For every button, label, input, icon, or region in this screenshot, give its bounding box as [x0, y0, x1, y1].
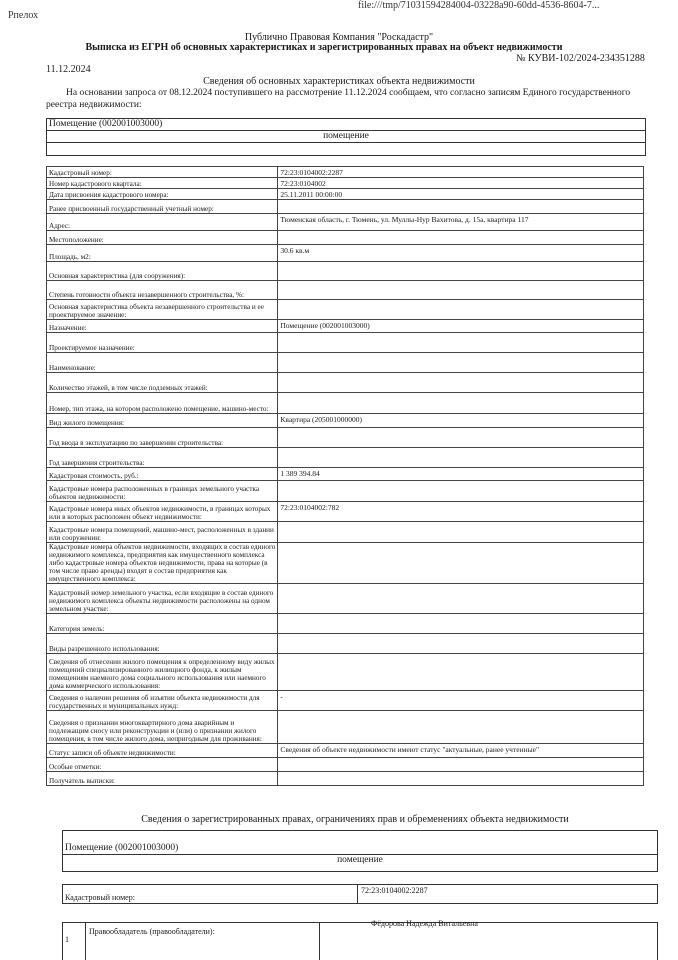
characteristic-row	[47, 167, 644, 178]
characteristic-value: -	[278, 691, 644, 711]
characteristic-value	[278, 231, 644, 245]
characteristic-value	[278, 428, 644, 448]
rights-cadastral-label: Кадастровый номер:	[65, 893, 135, 902]
characteristic-label: Виды разрешенного использования:	[47, 634, 278, 654]
characteristic-value: 72:23:0104002:782	[278, 502, 644, 522]
characteristic-row	[47, 200, 644, 214]
characteristic-value: 25.11.2011 00:00:00	[278, 189, 644, 200]
characteristic-row	[47, 481, 644, 502]
characteristic-value	[278, 373, 644, 393]
characteristic-value: Квартира (205001000000)	[278, 414, 644, 428]
file-url: file:///tmp/71031594284004-03228a90-60dd-4536-8604-7...	[358, 0, 600, 11]
characteristic-row	[47, 448, 644, 468]
characteristic-row	[47, 189, 644, 200]
characteristic-label: Проектируемое назначение:	[47, 333, 278, 353]
characteristic-value	[278, 522, 644, 543]
characteristic-value	[278, 481, 644, 502]
object-type: помещение	[323, 131, 369, 141]
characteristic-value	[278, 584, 644, 614]
characteristic-label: Площадь, м2:	[47, 245, 278, 262]
characteristic-row	[47, 758, 644, 772]
characteristic-label: Кадастровые номера объектов недвижимости, входящих в состав единого недвижимого комплекса, предприятия как имущественного комплекса либо кадастровые номера объектов недвижимости, права на которые (в том числе право аренды) входят в состав предприятия как имущественного комплекса:	[47, 543, 278, 584]
characteristic-row	[47, 584, 644, 614]
rights-holder-divider	[319, 923, 320, 960]
characteristic-value	[278, 300, 644, 320]
characteristic-label: Особые отметки:	[47, 758, 278, 772]
characteristic-row	[47, 373, 644, 393]
characteristic-label: Местоположение:	[47, 231, 278, 245]
characteristic-label: Сведения о наличии решения об изъятии объекта недвижимости для государственных и муниципальных нужд:	[47, 691, 278, 711]
characteristic-value	[278, 448, 644, 468]
characteristic-label: Год завершения строительства:	[47, 448, 278, 468]
object-header-box	[46, 118, 646, 156]
rights-cadastral-value: 72:23:0104002:2287	[361, 886, 428, 895]
document-title: Выписка из ЕГРН об основных характеристиках и зарегистрированных правах на объект недвижимости	[85, 42, 563, 53]
characteristic-label: Номер кадастрового квартала:	[47, 178, 278, 189]
characteristic-label: Кадастровый номер земельного участка, если входящие в состав единого недвижимого комплекса объекты недвижимости расположены на одном земельном участке:	[47, 584, 278, 614]
characteristic-row	[47, 300, 644, 320]
characteristic-row	[47, 691, 644, 711]
characteristic-label: Количество этажей, в том числе подземных этажей:	[47, 373, 278, 393]
characteristic-value: 1 389 394.84	[278, 468, 644, 481]
characteristic-row	[47, 353, 644, 373]
characteristic-value	[278, 543, 644, 584]
characteristic-row	[47, 711, 644, 744]
characteristic-label: Получатель выписки:	[47, 772, 278, 786]
characteristic-row	[47, 522, 644, 543]
characteristic-label: Кадастровые номера иных объектов недвижимости, в границах которых или в которых расположен объект недвижимости:	[47, 502, 278, 522]
characteristic-value	[278, 758, 644, 772]
characteristic-value: Тюменская область, г. Тюмень, ул. Муллы-Нур Вахитова, д. 15а, квартира 117	[278, 214, 644, 231]
characteristic-label: Кадастровые номера помещений, машино-мест, расположенных в здании или сооружении:	[47, 522, 278, 543]
rights-object-type: помещение	[337, 855, 383, 865]
characteristic-value	[278, 262, 644, 281]
characteristic-label: Основная характеристика (для сооружения):	[47, 262, 278, 281]
characteristic-row	[47, 178, 644, 189]
characteristic-value: 30.6 кв.м	[278, 245, 644, 262]
characteristic-label: Степень готовности объекта незавершенного строительства, %:	[47, 281, 278, 300]
company-name: Публично Правовая Компания "Роскадастр"	[244, 32, 434, 43]
characteristic-row	[47, 245, 644, 262]
characteristic-value	[278, 772, 644, 786]
characteristic-value	[278, 634, 644, 654]
characteristic-row	[47, 502, 644, 522]
characteristic-value	[278, 333, 644, 353]
characteristic-row	[47, 634, 644, 654]
characteristic-value	[278, 393, 644, 414]
characteristic-row	[47, 262, 644, 281]
characteristic-label: Адрес:	[47, 214, 278, 231]
characteristic-label: Статус записи об объекте недвижимости:	[47, 744, 278, 758]
characteristic-value	[278, 614, 644, 634]
characteristic-label: Вид жилого помещения:	[47, 414, 278, 428]
characteristic-value	[278, 654, 644, 691]
characteristic-label: Наименование:	[47, 353, 278, 373]
characteristic-label: Дата присвоения кадастрового номера:	[47, 189, 278, 200]
top-left-mark: Рпелох	[8, 10, 39, 21]
characteristic-label: Кадастровый номер:	[47, 167, 278, 178]
characteristic-row	[47, 654, 644, 691]
characteristic-value	[278, 353, 644, 373]
characteristic-label: Кадастровая стоимость, руб.:	[47, 468, 278, 481]
characteristic-value: 72:23:0104002:2287	[278, 167, 644, 178]
characteristic-label: Кадастровые номера расположенных в границах земельного участка объектов недвижимости:	[47, 481, 278, 502]
characteristic-row	[47, 772, 644, 786]
rights-holder-value: Фёдорова Надежда Витальевна	[371, 919, 478, 928]
characteristic-row	[47, 333, 644, 353]
characteristic-row	[47, 414, 644, 428]
characteristic-row	[47, 231, 644, 245]
characteristic-label: Ранее присвоенный государственный учетный номер:	[47, 200, 278, 214]
characteristic-value: Помещение (002001003000)	[278, 320, 644, 333]
characteristic-row	[47, 320, 644, 333]
intro-text: На основании запроса от 08.12.2024 поступившего на рассмотрение 11.12.2024 сообщаем, что согласно записям Единого государственного реестра недвижимости:	[46, 88, 631, 110]
rights-cadastral-row	[62, 884, 658, 904]
rights-number-divider	[85, 923, 86, 960]
characteristic-value: Сведения об объекте недвижимости имеют статус "актуальные, ранее учтенные"	[278, 744, 644, 758]
rights-cadastral-divider	[357, 885, 358, 903]
rights-holder-label: Правообладатель (правообладатели):	[89, 927, 215, 936]
rights-object-name: Помещение (002001003000)	[65, 843, 179, 853]
characteristic-label: Основная характеристика объекта незавершенного строительства и ее проектируемое значение:	[47, 300, 278, 320]
section1-title: Сведения об основных характеристиках объекта недвижимости	[203, 76, 475, 87]
characteristic-row	[47, 614, 644, 634]
section2-title: Сведения о зарегистрированных правах, ограничениях прав и обременениях объекта недвижимости	[141, 814, 569, 825]
characteristic-label: Назначение:	[47, 320, 278, 333]
characteristic-row	[47, 428, 644, 448]
characteristic-row	[47, 543, 644, 584]
characteristic-value	[278, 281, 644, 300]
object-name: Помещение (002001003000)	[49, 119, 163, 129]
characteristic-label: Категория земель:	[47, 614, 278, 634]
characteristic-label: Сведения об отнесении жилого помещения к определенному виду жилых помещений специализированного жилищного фонда, к жилым помещениям наемного дома социального использования или наемного дома коммерческого использования:	[47, 654, 278, 691]
document-date: 11.12.2024	[46, 64, 91, 75]
characteristic-row	[47, 468, 644, 481]
rights-holder-row	[62, 919, 658, 960]
characteristic-value: 72:23:0104002	[278, 178, 644, 189]
characteristic-row	[47, 281, 644, 300]
rights-object-box	[62, 830, 658, 872]
characteristic-label: Год ввода в эксплуатацию по завершении строительства:	[47, 428, 278, 448]
object-box-divider-2	[47, 142, 645, 143]
characteristics-table	[46, 166, 644, 786]
rights-row-number: 1	[65, 935, 69, 944]
characteristic-value	[278, 200, 644, 214]
characteristic-row	[47, 214, 644, 231]
characteristic-label: Сведения о признании многоквартирного дома аварийным и подлежащим сносу или реконструкции и (или) о признании жилого помещения, в том числе жилого дома, непригодным для проживания:	[47, 711, 278, 744]
characteristic-row	[47, 393, 644, 414]
characteristic-value	[278, 711, 644, 744]
document-number: № КУВИ-102/2024-234351288	[516, 53, 645, 64]
characteristic-label: Номер, тип этажа, на котором расположено помещение, машино-место:	[47, 393, 278, 414]
characteristic-row	[47, 744, 644, 758]
